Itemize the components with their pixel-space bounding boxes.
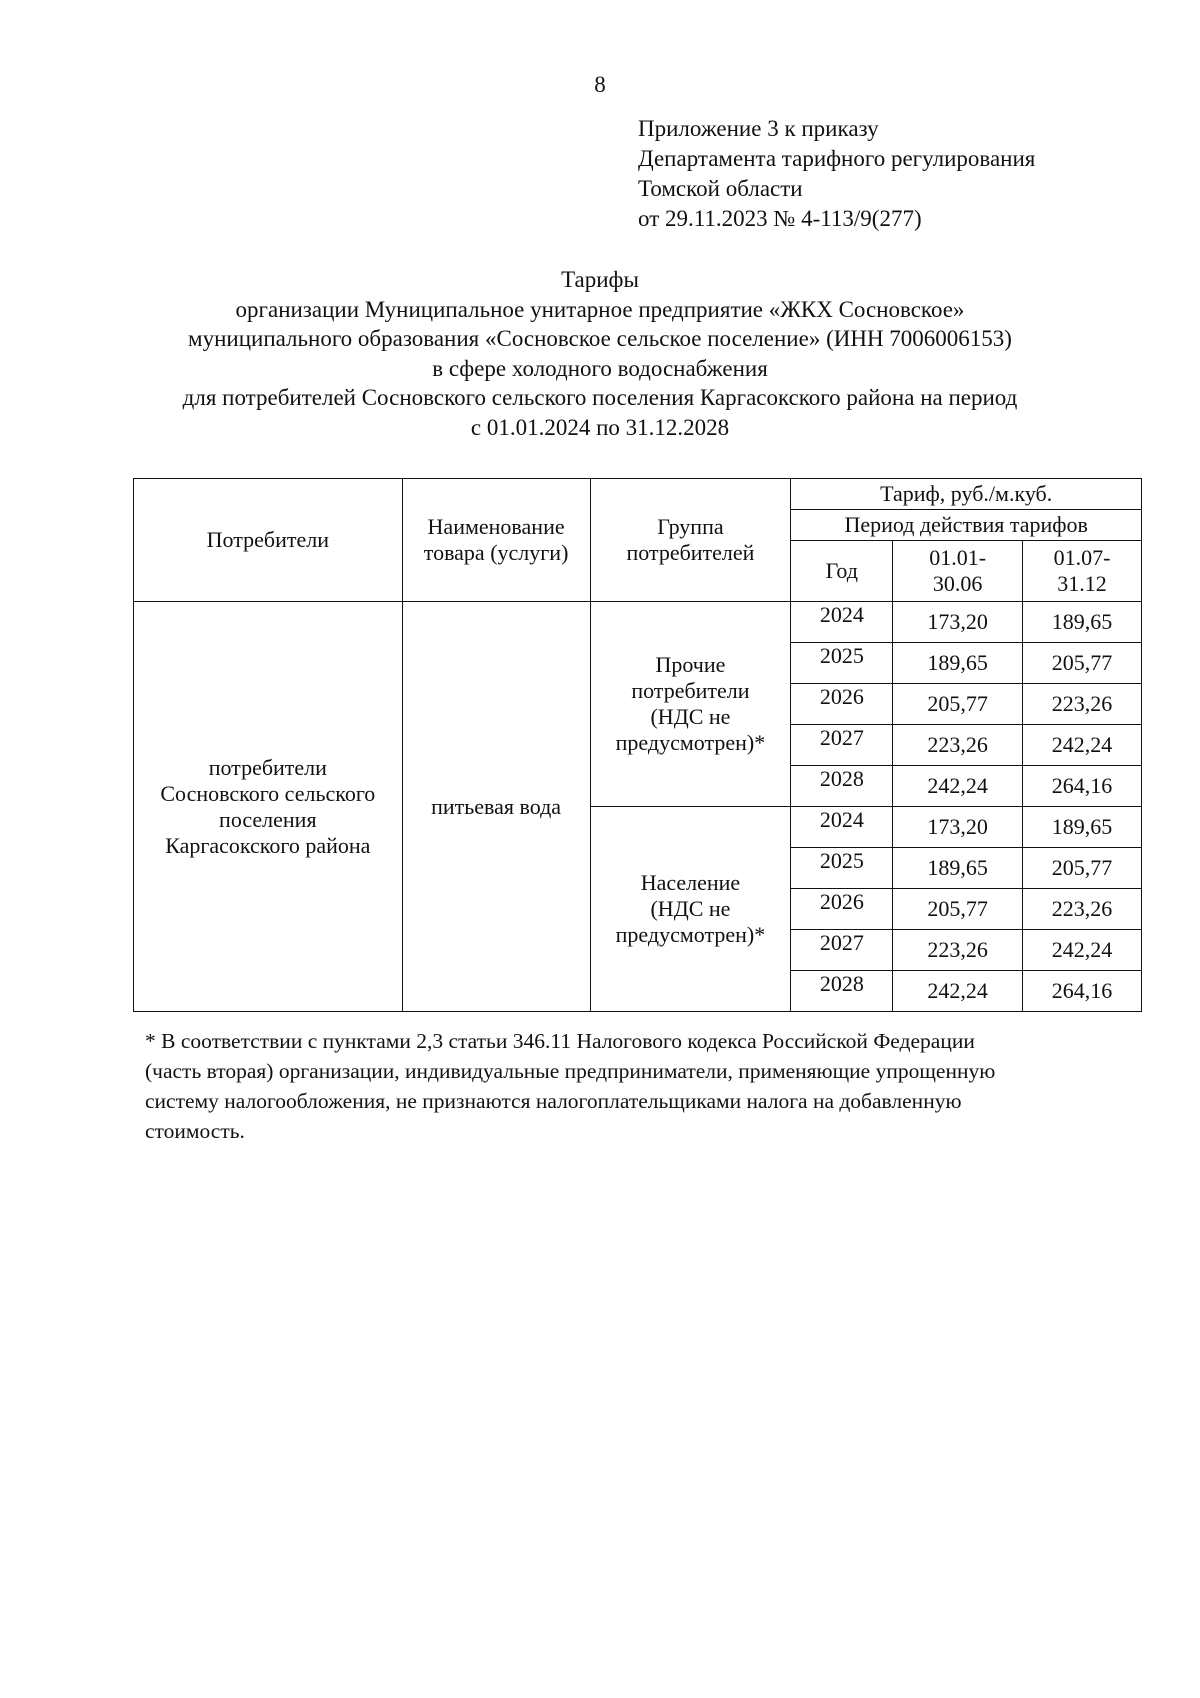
tariff-first-half: 223,26 — [893, 930, 1023, 971]
tariff-first-half: 242,24 — [893, 971, 1023, 1012]
tariff-second-half: 264,16 — [1023, 766, 1142, 807]
year-cell: 2026 — [791, 684, 893, 725]
footnote-line: систему налогообложения, не признаются налогоплательщиками налога на добавленную — [145, 1089, 962, 1113]
footnote — [145, 1026, 1135, 1146]
appendix-line: Томской области — [638, 176, 803, 201]
tariff-second-half: 264,16 — [1023, 971, 1142, 1012]
footnote-line: стоимость. — [145, 1119, 245, 1143]
consumer-cell: потребители Сосновского сельского поселения Каргасокского района — [134, 602, 403, 1012]
title-line: с 01.01.2024 по 31.12.2028 — [470, 414, 730, 440]
appendix-line: от 29.11.2023 № 4-113/9(277) — [638, 206, 922, 231]
year-cell: 2028 — [791, 971, 893, 1012]
tariff-second-half: 242,24 — [1023, 930, 1142, 971]
year-cell: 2024 — [791, 602, 893, 643]
appendix-line: Приложение 3 к приказу — [638, 116, 879, 141]
title-line: организации Муниципальное унитарное предприятие «ЖКХ Сосновское» — [235, 296, 965, 322]
tariff-first-half: 242,24 — [893, 766, 1023, 807]
tariff-first-half: 189,65 — [893, 848, 1023, 889]
year-cell: 2026 — [791, 889, 893, 930]
header-consumers: Потребители — [134, 479, 403, 602]
tariff-first-half: 205,77 — [893, 684, 1023, 725]
header-product: Наименование товара (услуги) — [402, 479, 590, 602]
table-row — [134, 602, 1142, 643]
group-cell-other: Прочие потребители (НДС не предусмотрен)* — [590, 602, 791, 807]
year-cell: 2028 — [791, 766, 893, 807]
footnote-line: (часть вторая) организации, индивидуальные предприниматели, применяющие упрощенную — [145, 1059, 996, 1083]
tariff-second-half: 205,77 — [1023, 848, 1142, 889]
appendix-line: Департамента тарифного регулирования — [638, 146, 1036, 171]
header-year: Год — [791, 541, 893, 602]
tariff-second-half: 189,65 — [1023, 602, 1142, 643]
tariff-first-half: 189,65 — [893, 643, 1023, 684]
title-line: Тарифы — [561, 267, 639, 292]
tariff-first-half: 205,77 — [893, 889, 1023, 930]
tariff-second-half: 189,65 — [1023, 807, 1142, 848]
header-first-half: 01.01- 30.06 — [893, 541, 1023, 602]
header-group: Группа потребителей — [590, 479, 791, 602]
title-line: в сфере холодного водоснабжения — [432, 355, 768, 381]
year-cell: 2027 — [791, 930, 893, 971]
tariff-second-half: 242,24 — [1023, 725, 1142, 766]
appendix-block — [638, 114, 1035, 234]
tariff-first-half: 173,20 — [893, 602, 1023, 643]
product-cell: питьевая вода — [402, 602, 590, 1012]
tariff-table — [133, 478, 1142, 1012]
tariff-second-half: 223,26 — [1023, 684, 1142, 725]
header-tariff: Тариф, руб./м.куб. — [791, 479, 1142, 510]
tariff-second-half: 205,77 — [1023, 643, 1142, 684]
header-second-half: 01.07- 31.12 — [1023, 541, 1142, 602]
page-number: 8 — [594, 72, 606, 97]
tariff-first-half: 223,26 — [893, 725, 1023, 766]
document-title — [100, 265, 1100, 442]
group-cell-population: Население (НДС не предусмотрен)* — [590, 807, 791, 1012]
year-cell: 2025 — [791, 643, 893, 684]
title-line: для потребителей Сосновского сельского поселения Каргасокского района на период — [182, 385, 1018, 410]
year-cell: 2025 — [791, 848, 893, 889]
footnote-line: * В соответствии с пунктами 2,3 статьи 346.11 Налогового кодекса Российской Федерации — [145, 1029, 975, 1053]
title-line: муниципального образования «Сосновское сельское поселение» (ИНН 7006006153) — [188, 326, 1012, 351]
header-period: Период действия тарифов — [791, 510, 1142, 541]
tariff-second-half: 223,26 — [1023, 889, 1142, 930]
tariff-first-half: 173,20 — [893, 807, 1023, 848]
year-cell: 2027 — [791, 725, 893, 766]
year-cell: 2024 — [791, 807, 893, 848]
